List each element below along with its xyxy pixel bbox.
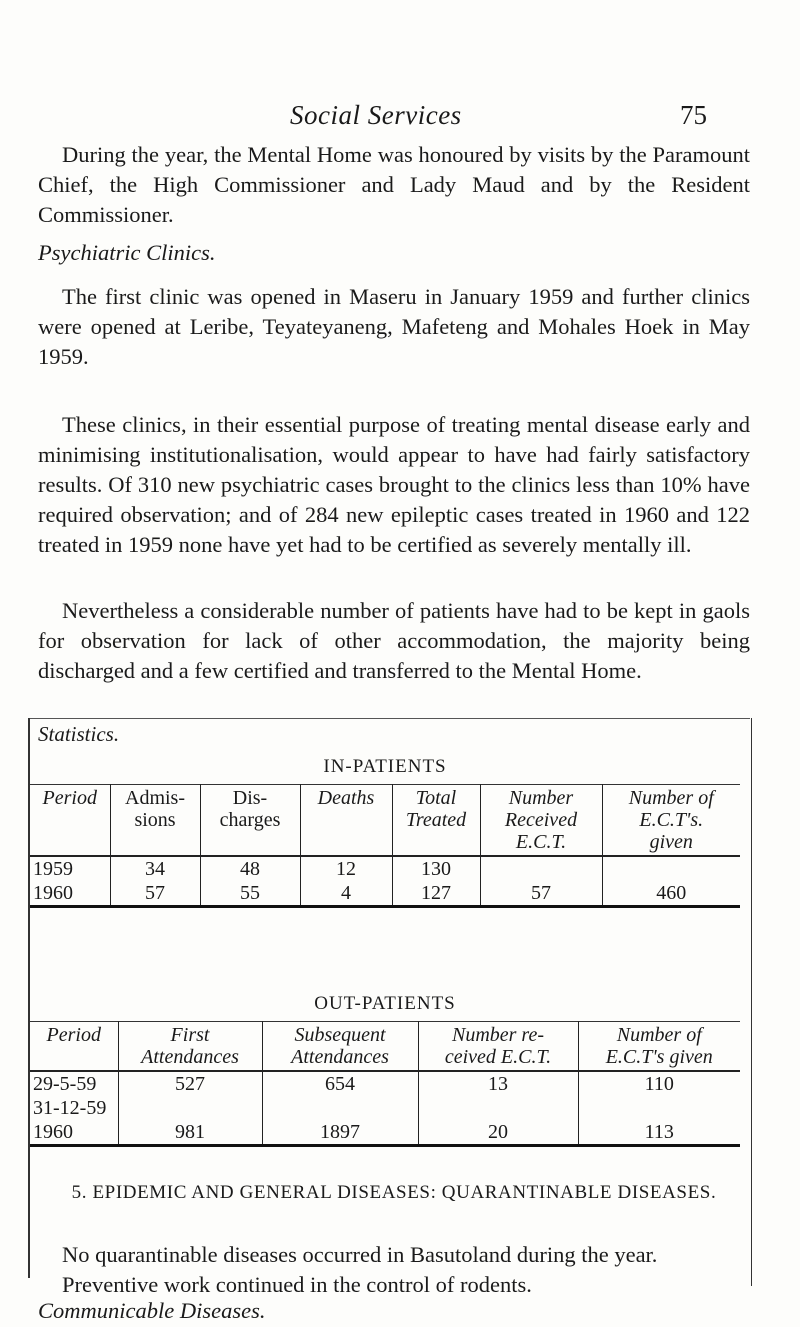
heading-psychiatric-clinics (38, 238, 750, 268)
paragraph-text: The first clinic was opened in Maseru in January 1959 and further clinics were opened at Leribe, Teyateyaneng, Mafeteng and Mohales Hoek in May 1959. (38, 284, 750, 369)
table-cell (480, 856, 602, 881)
table-cell: 4 (300, 881, 392, 907)
table-cell: 1960 (30, 881, 110, 907)
paragraph-quarantinable (38, 1240, 750, 1270)
outpatients-header-cell: Subsequent Attendances (262, 1022, 418, 1072)
statistics-title: Statistics. (38, 722, 120, 746)
table-cell: 1959 (30, 856, 110, 881)
table-row (30, 1071, 740, 1120)
running-title: Social Services (290, 100, 462, 130)
inpatients-header-cell: Number Received E.C.T. (480, 785, 602, 857)
inpatients-title: IN-PATIENTS (323, 756, 447, 777)
section-heading-epidemic: 5. EPIDEMIC AND GENERAL DISEASES: QUARANTINABLE DISEASES. (71, 1182, 717, 1203)
table-cell: 127 (392, 881, 480, 907)
table-cell: 1960 (30, 1120, 118, 1146)
page-number: 75 (680, 100, 707, 130)
table-cell: 130 (392, 856, 480, 881)
table-cell: 527 (118, 1071, 262, 1120)
frame-right-rule (751, 718, 753, 1286)
table-cell: 29-5-59 31-12-59 (30, 1071, 118, 1120)
paragraph-gaols (38, 596, 750, 686)
inpatients-header-cell: Total Treated (392, 785, 480, 857)
outpatients-body (30, 1071, 740, 1146)
page-header (0, 100, 800, 140)
paragraph-first-clinic (38, 282, 750, 372)
outpatients-header-cell: First Attendances (118, 1022, 262, 1072)
inpatients-body (30, 856, 740, 907)
outpatients-header-cell: Period (46, 1024, 101, 1046)
table-cell: 460 (602, 881, 740, 907)
heading-communicable (38, 1296, 750, 1326)
table-cell: 110 (578, 1071, 740, 1120)
frame-top-rule (30, 718, 750, 719)
table-cell: 57 (110, 881, 200, 907)
inpatients-header-cell: Period (42, 787, 97, 809)
table-cell (602, 856, 740, 881)
paragraph-text: These clinics, in their essential purpose of treating mental disease early and minimising institutionalisation, would appear to have had fairly satisfactory results. Of 310 new psychiatric cases brought to the clinics less than 10% have required observation; and of 284 new epileptic cases treated in 1960 and 122 treated in 1959 none have yet had to be certified as severely mentally ill. (38, 412, 750, 557)
outpatients-table (30, 1021, 740, 1147)
inpatients-header-cell: Deaths (300, 785, 392, 857)
inpatients-header-cell: Dis- charges (200, 785, 300, 857)
heading-text: Psychiatric Clinics. (38, 240, 216, 265)
table-row (30, 881, 740, 907)
table-row (30, 1120, 740, 1146)
heading-text: Communicable Diseases. (38, 1298, 266, 1323)
paragraph-visits (38, 140, 750, 230)
outpatients-header-cell: Number of E.C.T's given (578, 1022, 740, 1072)
table-cell: 34 (110, 856, 200, 881)
outpatients-title: OUT-PATIENTS (314, 993, 456, 1014)
table-cell: 48 (200, 856, 300, 881)
table-cell: 20 (418, 1120, 578, 1146)
paragraph-text: No quarantinable diseases occurred in Basutoland during the year. (62, 1242, 658, 1267)
table-cell: 981 (118, 1120, 262, 1146)
table-cell: 12 (300, 856, 392, 881)
table-cell: 57 (480, 881, 602, 907)
table-cell: 13 (418, 1071, 578, 1120)
inpatients-header-cell: Admis- sions (110, 785, 200, 857)
inpatients-header-cell: Number of E.C.T's. given (602, 785, 740, 857)
outpatients-header-row (30, 1022, 740, 1072)
paragraph-text: Preventive work continued in the control of rodents. (62, 1272, 532, 1297)
paragraph-clinic-results (38, 410, 750, 560)
table-cell: 113 (578, 1120, 740, 1146)
paragraph-text: During the year, the Mental Home was honoured by visits by the Paramount Chief, the High Commissioner and Lady Maud and by the Resident Commissioner. (38, 142, 750, 227)
inpatients-header-row (30, 785, 740, 857)
table-cell: 654 (262, 1071, 418, 1120)
table-row (30, 856, 740, 881)
table-cell: 1897 (262, 1120, 418, 1146)
outpatients-header-cell: Number re- ceived E.C.T. (418, 1022, 578, 1072)
paragraph-text: Nevertheless a considerable number of patients have had to be kept in gaols for observation for lack of other accommodation, the majority being discharged and a few certified and transferred to the Mental Home. (38, 598, 750, 683)
inpatients-table (30, 784, 740, 908)
table-cell: 55 (200, 881, 300, 907)
